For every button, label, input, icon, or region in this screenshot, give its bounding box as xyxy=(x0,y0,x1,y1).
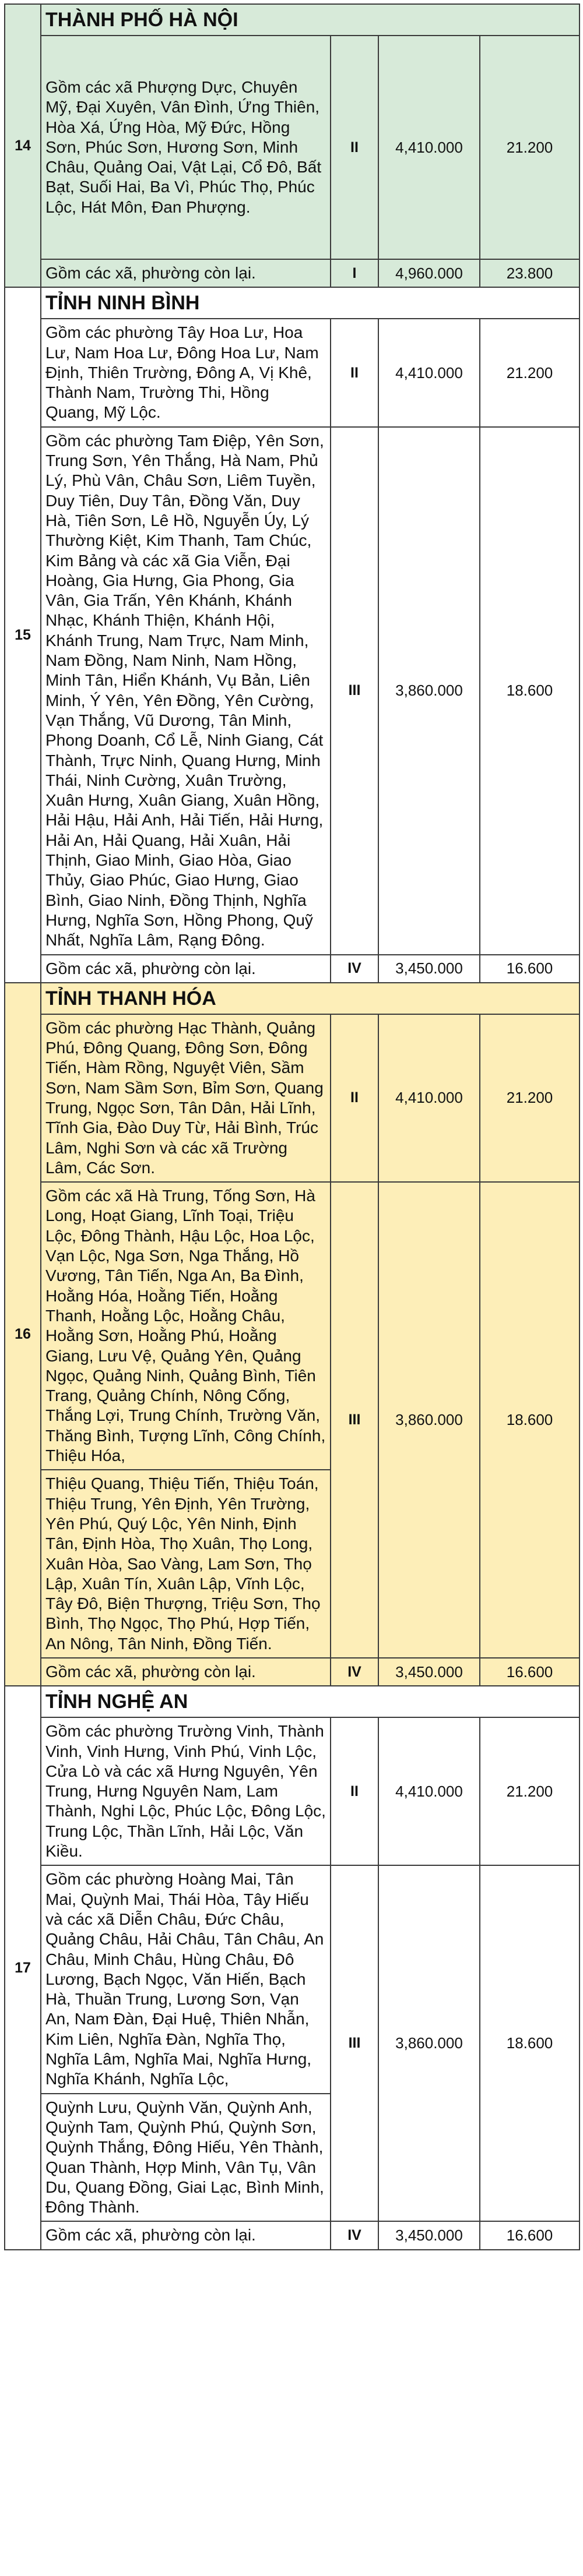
area-description: Gồm các phường Hạc Thành, Quảng Phú, Đông Quang, Đông Sơn, Đông Tiến, Hàm Rồng, Nguyệt Viên, Sầm Sơn, Nam Sầm Sơn, Bỉm Sơn, Quang Trung, Ngọc Sơn, Tân Dân, Hải Lĩnh, Tĩnh Gia, Đào Duy Từ, Hải Bình, Trúc Lâm, Nghi Sơn và các xã Trường Lâm, Các Sơn. xyxy=(41,1014,331,1182)
province-number: 16 xyxy=(5,983,41,1686)
province-name: TỈNH THANH HÓA xyxy=(41,983,580,1014)
area-description: Gồm các phường Trường Vinh, Thành Vinh, Vinh Hưng, Vinh Phú, Vinh Lộc, Cửa Lò và các xã Hưng Nguyên, Yên Trung, Hưng Nguyên Nam, Lam Thành, Nghi Lộc, Phúc Lộc, Đông Lộc, Trung Lộc, Thần Lĩnh, Hải Lộc, Văn Kiều. xyxy=(41,1717,331,1865)
monthly-wage-cell: 3,450.000 xyxy=(378,2221,480,2249)
table-row xyxy=(5,319,580,426)
region-cell: II xyxy=(331,1717,378,1865)
table-row xyxy=(5,36,580,259)
region-cell: II xyxy=(331,36,378,259)
table-row xyxy=(5,427,580,955)
province-header-row xyxy=(5,4,580,36)
area-description: Gồm các phường Tây Hoa Lư, Hoa Lư, Nam Hoa Lư, Đông Hoa Lư, Nam Định, Thiên Trường, Đông A, Vị Khê, Thành Nam, Trường Thi, Hồng Quang, Mỹ Lộc. xyxy=(41,319,331,426)
table-row xyxy=(5,1865,580,2093)
hourly-wage-cell: 21.200 xyxy=(480,1717,580,1865)
hourly-wage-cell: 23.800 xyxy=(480,259,580,287)
monthly-wage-cell: 3,860.000 xyxy=(378,427,480,955)
table-row xyxy=(5,259,580,287)
hourly-wage-cell: 21.200 xyxy=(480,319,580,426)
province-header-row xyxy=(5,287,580,319)
table-row xyxy=(5,2221,580,2249)
monthly-wage-cell: 4,410.000 xyxy=(378,1014,480,1182)
region-cell: II xyxy=(331,1014,378,1182)
hourly-wage-cell: 21.200 xyxy=(480,36,580,259)
region-cell: IV xyxy=(331,2221,378,2249)
area-description-continued: Thiệu Quang, Thiệu Tiến, Thiệu Toán, Thiệu Trung, Yên Định, Yên Trường, Yên Phú, Quý Lộc, Yên Ninh, Định Tân, Định Hòa, Thọ Xuân, Thọ Long, Xuân Hòa, Sao Vàng, Lam Sơn, Thọ Lập, Xuân Tín, Xuân Lập, Vĩnh Lộc, Tây Đô, Biện Thượng, Triệu Sơn, Thọ Bình, Thọ Ngọc, Thọ Phú, Hợp Tiến, An Nông, Tân Ninh, Đồng Tiến. xyxy=(41,1470,331,1658)
province-name: TỈNH NINH BÌNH xyxy=(41,287,580,319)
region-cell: III xyxy=(331,427,378,955)
province-header-row xyxy=(5,1686,580,1717)
monthly-wage-cell: 3,450.000 xyxy=(378,955,480,983)
hourly-wage-cell: 18.600 xyxy=(480,1865,580,2221)
monthly-wage-cell: 4,410.000 xyxy=(378,1717,480,1865)
hourly-wage-cell: 16.600 xyxy=(480,1658,580,1686)
monthly-wage-cell: 3,860.000 xyxy=(378,1182,480,1658)
province-number: 15 xyxy=(5,287,41,983)
province-header-row xyxy=(5,983,580,1014)
monthly-wage-cell: 3,860.000 xyxy=(378,1865,480,2221)
province-number: 14 xyxy=(5,4,41,287)
hourly-wage-cell: 18.600 xyxy=(480,1182,580,1658)
hourly-wage-cell: 16.600 xyxy=(480,2221,580,2249)
table-row xyxy=(5,1014,580,1182)
area-description-continued: Quỳnh Lưu, Quỳnh Văn, Quỳnh Anh, Quỳnh Tam, Quỳnh Phú, Quỳnh Sơn, Quỳnh Thắng, Đông Hiếu, Yên Thành, Quan Thành, Hợp Minh, Vân Tụ, Vân Du, Quang Đồng, Giai Lạc, Bình Minh, Đông Thành. xyxy=(41,2094,331,2222)
hourly-wage-cell: 18.600 xyxy=(480,427,580,955)
table-row xyxy=(5,955,580,983)
monthly-wage-cell: 4,410.000 xyxy=(378,319,480,426)
table-row xyxy=(5,1717,580,1865)
area-description: Gồm các xã Hà Trung, Tống Sơn, Hà Long, Hoạt Giang, Lĩnh Toại, Triệu Lộc, Đông Thành, Hậu Lộc, Hoa Lộc, Vạn Lộc, Nga Sơn, Nga Thắng, Hồ Vương, Tân Tiến, Nga An, Ba Đình, Hoằng Hóa, Hoằng Tiến, Hoằng Thanh, Hoằng Lộc, Hoằng Châu, Hoằng Sơn, Hoằng Phú, Hoằng Giang, Lưu Vệ, Quảng Yên, Quảng Ngọc, Quảng Ninh, Quảng Bình, Tiên Trang, Quảng Chính, Nông Cống, Thắng Lợi, Trung Chính, Trường Văn, Thăng Bình, Tượng Lĩnh, Công Chính, Thiệu Hóa, xyxy=(41,1182,331,1470)
region-cell: IV xyxy=(331,955,378,983)
region-cell: III xyxy=(331,1182,378,1658)
region-cell: I xyxy=(331,259,378,287)
monthly-wage-cell: 4,410.000 xyxy=(378,36,480,259)
province-number: 17 xyxy=(5,1686,41,2249)
minimum-wage-table xyxy=(4,3,580,2250)
area-description: Gồm các xã, phường còn lại. xyxy=(41,259,331,287)
monthly-wage-cell: 4,960.000 xyxy=(378,259,480,287)
hourly-wage-cell: 21.200 xyxy=(480,1014,580,1182)
area-description: Gồm các phường Hoàng Mai, Tân Mai, Quỳnh Mai, Thái Hòa, Tây Hiếu và các xã Diễn Châu, Đức Châu, Quảng Châu, Hải Châu, Tân Châu, An Châu, Minh Châu, Hùng Châu, Đô Lương, Bạch Ngọc, Văn Hiến, Bạch Hà, Thuần Trung, Lương Sơn, Vạn An, Nam Đàn, Đại Huệ, Thiên Nhẫn, Kim Liên, Nghĩa Đàn, Nghĩa Thọ, Nghĩa Lâm, Nghĩa Mai, Nghĩa Hưng, Nghĩa Khánh, Nghĩa Lộc, xyxy=(41,1865,331,2093)
table-row xyxy=(5,1658,580,1686)
hourly-wage-cell: 16.600 xyxy=(480,955,580,983)
area-description: Gồm các xã Phượng Dực, Chuyên Mỹ, Đại Xuyên, Vân Đình, Ứng Thiên, Hòa Xá, Ứng Hòa, Mỹ Đức, Hồng Sơn, Phúc Sơn, Hương Sơn, Minh Châu, Quảng Oai, Vật Lại, Cổ Đô, Bất Bạt, Suối Hai, Ba Vì, Phúc Thọ, Phúc Lộc, Hát Môn, Đan Phượng. xyxy=(41,36,331,259)
region-cell: III xyxy=(331,1865,378,2221)
area-description: Gồm các xã, phường còn lại. xyxy=(41,2221,331,2249)
area-description: Gồm các phường Tam Điệp, Yên Sơn, Trung Sơn, Yên Thắng, Hà Nam, Phủ Lý, Phù Vân, Châu Sơn, Liêm Tuyền, Duy Tiên, Duy Tân, Đồng Văn, Duy Hà, Tiên Sơn, Lê Hồ, Nguyễn Úy, Lý Thường Kiệt, Kim Thanh, Tam Chúc, Kim Bảng và các xã Gia Viễn, Đại Hoàng, Gia Hưng, Gia Phong, Gia Vân, Gia Trấn, Yên Khánh, Khánh Nhạc, Khánh Thiện, Khánh Hội, Khánh Trung, Nam Trực, Nam Minh, Nam Đồng, Nam Ninh, Nam Hồng, Minh Tân, Hiển Khánh, Vụ Bản, Liên Minh, Ý Yên, Yên Đồng, Yên Cường, Vạn Thắng, Vũ Dương, Tân Minh, Phong Doanh, Cổ Lễ, Ninh Giang, Cát Thành, Trực Ninh, Quang Hưng, Minh Thái, Ninh Cường, Xuân Trường, Xuân Hưng, Xuân Giang, Xuân Hồng, Hải Hậu, Hải Anh, Hải Tiến, Hải Hưng, Hải An, Hải Quang, Hải Xuân, Hải Thịnh, Giao Minh, Giao Hòa, Giao Thủy, Giao Phúc, Giao Hưng, Giao Bình, Giao Ninh, Đồng Thịnh, Nghĩa Hưng, Nghĩa Sơn, Hồng Phong, Quỹ Nhất, Nghĩa Lâm, Rạng Đông. xyxy=(41,427,331,955)
province-name: TỈNH NGHỆ AN xyxy=(41,1686,580,1717)
region-cell: II xyxy=(331,319,378,426)
area-description: Gồm các xã, phường còn lại. xyxy=(41,1658,331,1686)
table-row xyxy=(5,1182,580,1470)
area-description: Gồm các xã, phường còn lại. xyxy=(41,955,331,983)
monthly-wage-cell: 3,450.000 xyxy=(378,1658,480,1686)
province-name: THÀNH PHỐ HÀ NỘI xyxy=(41,4,580,36)
region-cell: IV xyxy=(331,1658,378,1686)
